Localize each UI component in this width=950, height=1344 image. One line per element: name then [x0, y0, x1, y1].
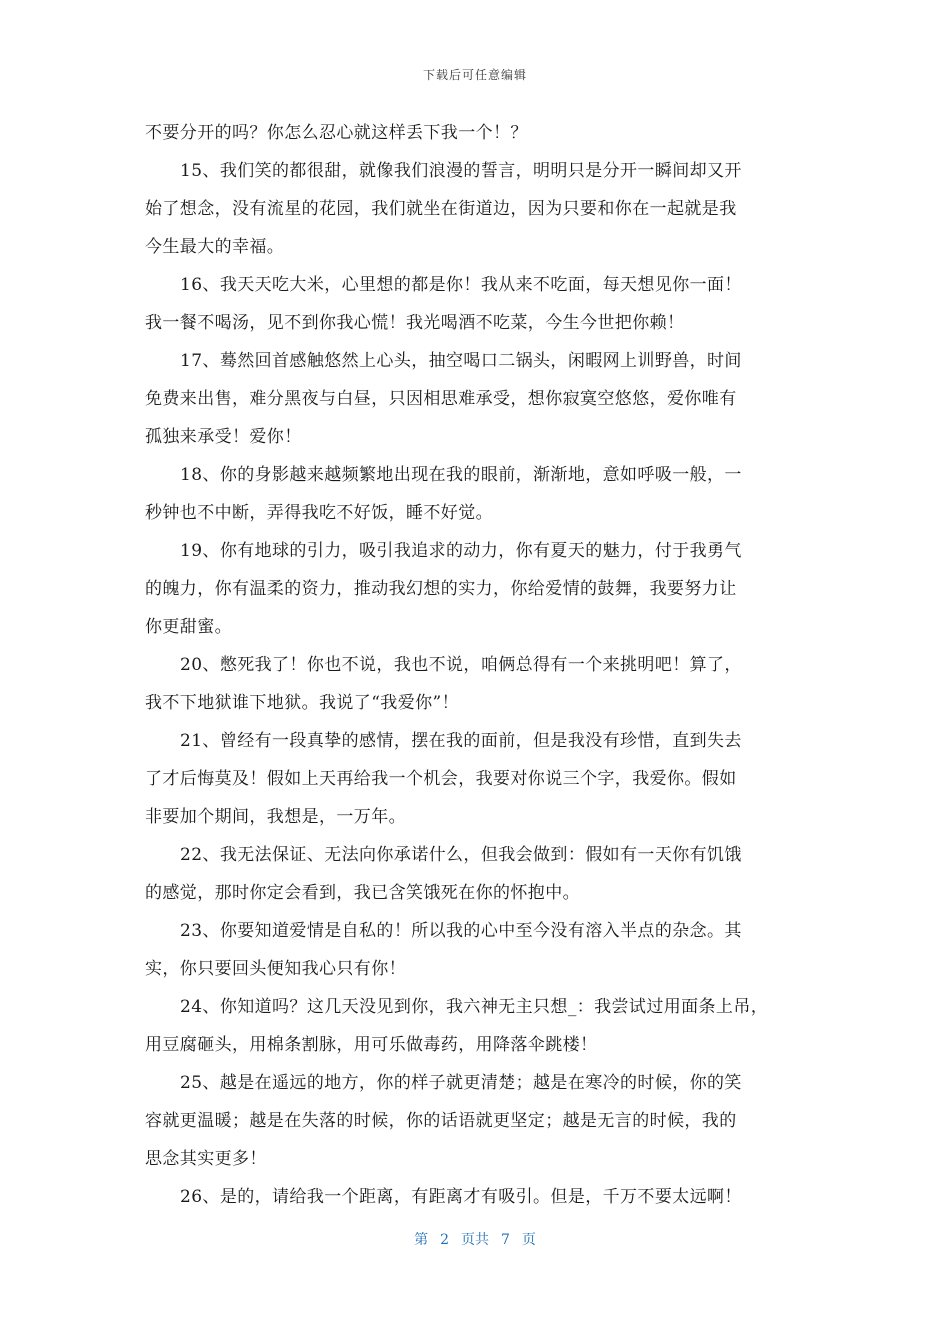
current-page: 2	[440, 1232, 449, 1248]
text-line: 26、是的，请给我一个距离，有距离才有吸引。但是，千万不要太远啊！	[180, 1187, 742, 1207]
text-line: 我一餐不喝汤，见不到你我心慌！我光喝酒不吃菜，今生今世把你赖！	[145, 313, 685, 333]
text-line: 思念其实更多！	[145, 1149, 267, 1169]
text-line: 19、你有地球的引力，吸引我追求的动力，你有夏天的魅力，付于我勇气	[180, 541, 742, 561]
text-line: 非要加个期间，我想是，一万年。	[145, 807, 406, 827]
text-line: 实，你只要回头便知我心只有你！	[145, 959, 406, 979]
text-line: 24、你知道吗？这几天没见到你，我六神无主只想_：我尝试过用面条上吊，	[180, 997, 769, 1017]
text-line: 的感觉，那时你定会看到，我已含笑饿死在你的怀抱中。	[145, 883, 580, 903]
page-number-prefix: 第	[414, 1232, 429, 1248]
text-line: 17、蓦然回首感触悠然上心头，抽空喝口二锅头，闲暇网上训野兽，时间	[180, 351, 742, 371]
text-line: 22、我无法保证、无法向你承诺什么，但我会做到：假如有一天你有饥饿	[180, 845, 742, 865]
text-line: 20、憋死我了！你也不说，我也不说，咱俩总得有一个来挑明吧！算了，	[180, 655, 742, 675]
page-number	[0, 1229, 950, 1249]
text-line: 23、你要知道爱情是自私的！所以我的心中至今没有溶入半点的杂念。其	[180, 921, 742, 941]
text-line: 15、我们笑的都很甜，就像我们浪漫的誓言，明明只是分开一瞬间却又开	[180, 161, 742, 181]
text-line: 免费来出售，难分黑夜与白昼，只因相思难承受，想你寂寞空悠悠，爱你唯有	[145, 389, 737, 409]
text-line: 的魄力，你有温柔的资力，推动我幻想的实力，你给爱情的鼓舞，我要努力让	[145, 579, 737, 599]
text-line: 了才后悔莫及！假如上天再给我一个机会，我要对你说三个字，我爱你。假如	[145, 769, 737, 789]
page-header: 下载后可任意编辑	[422, 68, 527, 82]
page-number-middle: 页共	[461, 1232, 489, 1248]
text-line: 用豆腐砸头，用棉条割脉，用可乐做毒药，用降落伞跳楼！	[145, 1035, 598, 1055]
text-line: 你更甜蜜。	[145, 617, 232, 637]
page-number-suffix: 页	[521, 1232, 536, 1248]
text-line: 25、越是在遥远的地方，你的样子就更清楚；越是在寒冷的时候，你的笑	[180, 1073, 742, 1093]
total-pages: 7	[501, 1232, 510, 1248]
text-line: 孤独来承受！爱你！	[145, 427, 302, 447]
text-line: 始了想念，没有流星的花园，我们就坐在街道边，因为只要和你在一起就是我	[145, 199, 737, 219]
text-line: 16、我天天吃大米，心里想的都是你！我从来不吃面，每天想见你一面！	[180, 275, 742, 295]
text-line: 今生最大的幸福。	[145, 237, 285, 257]
text-line: 秒钟也不中断，弄得我吃不好饭，睡不好觉。	[145, 503, 493, 523]
text-line: 21、曾经有一段真挚的感情，摆在我的面前，但是我没有珍惜，直到失去	[180, 731, 742, 751]
text-line: 容就更温暖；越是在失落的时候，你的话语就更坚定；越是无言的时候，我的	[145, 1111, 737, 1131]
document-body	[145, 114, 805, 1216]
text-line: 我不下地狱谁下地狱。我说了“我爱你”！	[145, 693, 459, 713]
text-line: 不要分开的吗？你怎么忍心就这样丢下我一个！？	[145, 123, 528, 143]
text-line: 18、你的身影越来越频繁地出现在我的眼前，渐渐地，意如呼吸一般，一	[180, 465, 742, 485]
